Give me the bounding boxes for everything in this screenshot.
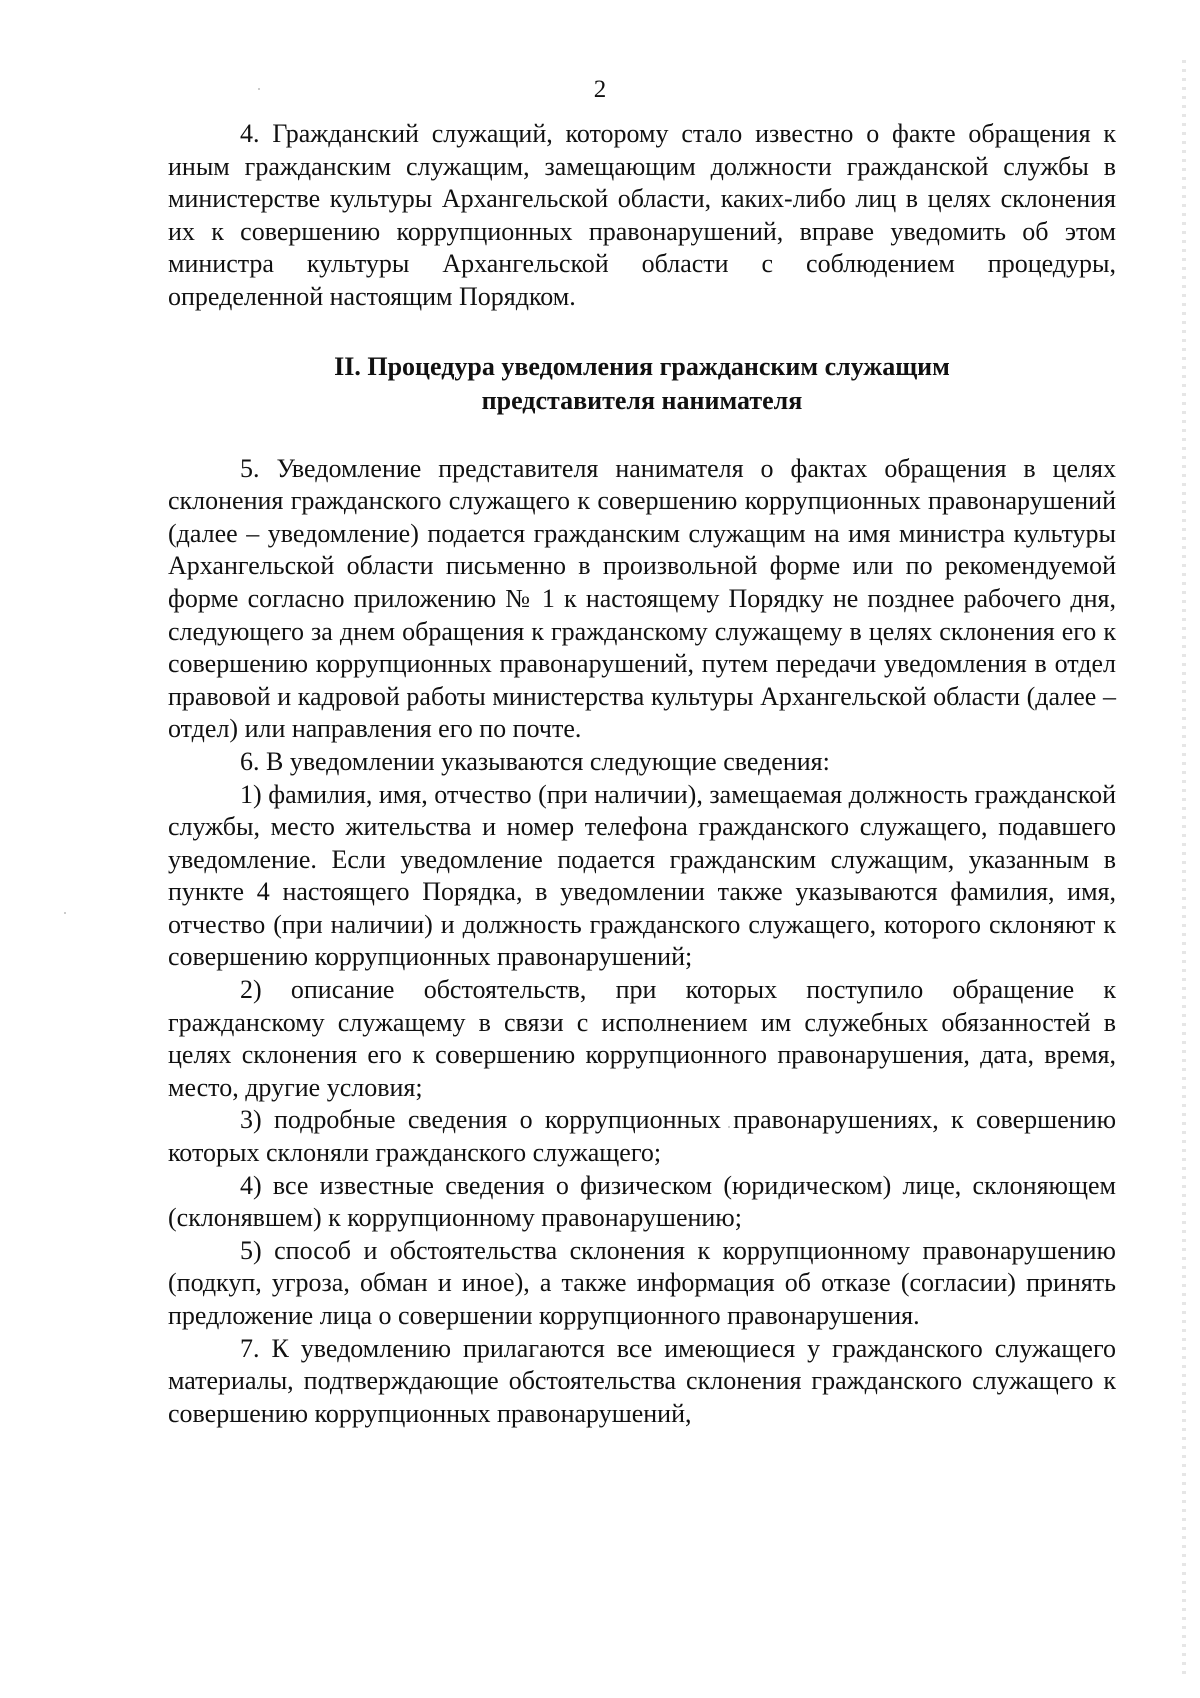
list-item-5: 5) способ и обстоятельства склонения к коррупционному правонарушению (подкуп, угроза, обман и иное), а также информация об отказе (согласии) принять предложение лица о совершении коррупционного правонарушения.: [168, 1235, 1116, 1330]
page-number: 2: [593, 76, 607, 103]
list-item-1: 1) фамилия, имя, отчество (при наличии), замещаемая должность гражданской службы, место жительства и номер телефона гражданского служащего, подавшего уведомление. Если уведомление подается гражданским служащим, указанным в пункте 4 настоящего Порядка, в уведомлении также указываются фамилия, имя, отчество (при наличии) и должность гражданского служащего, которого склоняют к совершению коррупционных правонарушений;: [168, 779, 1116, 972]
paragraph-5: 5. Уведомление представителя нанимателя о фактах обращения в целях склонения гражданского служащего к совершению коррупционных правонарушений (далее – уведомление) подается гражданским служащим на имя министра культуры Архангельской области письменно в произвольной форме или по рекомендуемой форме согласно приложению № 1 к настоящему Порядку не позднее рабочего дня, следующего за днем обращения к гражданскому служащему в целях склонения его к совершению коррупционных правонарушений, путем передачи уведомления в отдел правовой и кадровой работы министерства культуры Архангельской области (далее – отдел) или направления его по почте.: [168, 453, 1116, 744]
paragraph-7: 7. К уведомлению прилагаются все имеющиеся у гражданского служащего материалы, подтверждающие обстоятельства склонения гражданского служащего к совершению коррупционных правонарушений,: [168, 1333, 1116, 1428]
list-item-4: 4) все известные сведения о физическом (юридическом) лице, склоняющем (склонявшем) к коррупционному правонарушению;: [168, 1170, 1116, 1233]
scan-speck: [64, 912, 66, 914]
section-heading-line-1: II. Процедура уведомления гражданским служащим: [334, 351, 950, 381]
scan-edge-artifact: [1182, 60, 1186, 1680]
list-item-3: 3) подробные сведения о коррупционных правонарушениях, к совершению которых склоняли гражданского служащего;: [168, 1105, 1116, 1168]
paragraph-4: 4. Гражданский служащий, которому стало известно о факте обращения к иным гражданским служащим, замещающим должности гражданской службы в министерстве культуры Архангельской области, каких-либо лиц в целях склонения их к совершению коррупционных правонарушений, вправе уведомить об этом министра культуры Архангельской области с соблюдением процедуры, определенной настоящим Порядком.: [168, 119, 1116, 311]
section-heading: [168, 350, 1116, 418]
paragraph-6: 6. В уведомлении указываются следующие сведения:: [240, 746, 830, 776]
list-item-2: 2) описание обстоятельств, при которых поступило обращение к гражданскому служащему в связи с исполнением им служебных обязанностей в целях склонения его к совершению коррупционного правонарушения, дата, время, место, другие условия;: [168, 975, 1116, 1102]
document-body: [168, 118, 1116, 1430]
section-heading-line-2: представителя нанимателя: [481, 385, 803, 415]
